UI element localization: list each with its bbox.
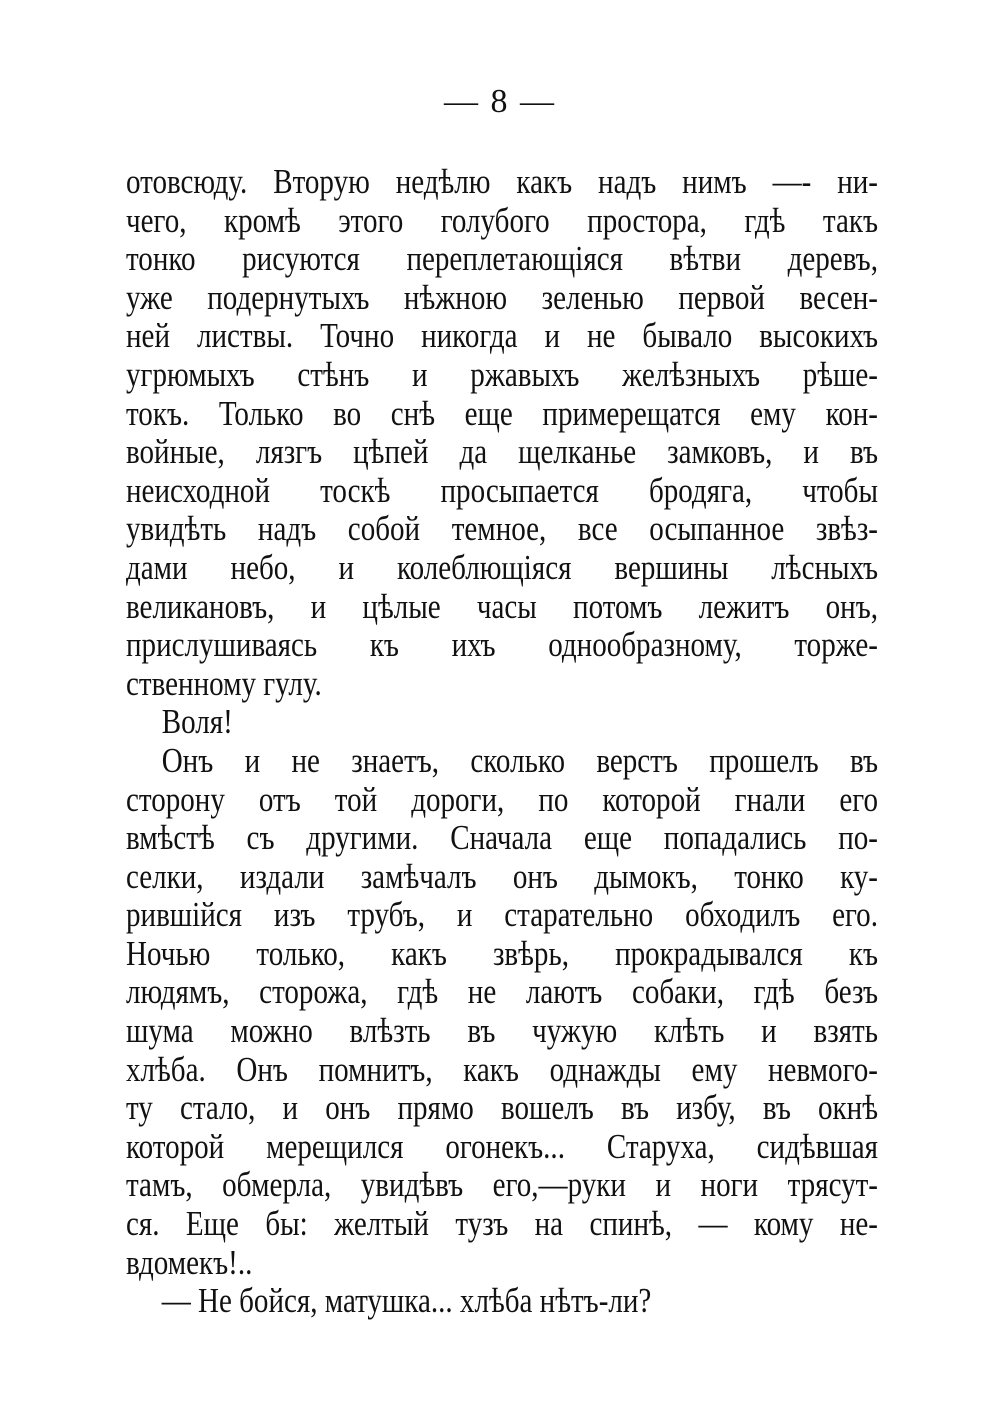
text-line: рившійся изъ трубъ, и старательно обходилъ его. <box>126 895 878 935</box>
text-line: вдомекъ!.. <box>126 1242 253 1282</box>
text-line: — Не бойся, матушка... хлѣба нѣтъ-ли? <box>161 1281 652 1321</box>
text-line: тамъ, обмерла, увидѣвъ его,—руки и ноги трясут- <box>126 1165 878 1205</box>
text-line: людямъ, сторожа, гдѣ не лаютъ собаки, гдѣ безъ <box>126 972 878 1012</box>
text-line: шума можно влѣзть въ чужую клѣть и взять <box>126 1011 878 1051</box>
text-line: войные, лязгъ цѣпей да щелканье замковъ, и въ <box>126 432 878 472</box>
text-line: ней листвы. Точно никогда и не бывало высокихъ <box>126 316 878 356</box>
text-line: отовсюду. Вторую недѣлю какъ надъ нимъ —- ни- <box>126 162 878 201</box>
text-line: дами небо, и колеблющіяся вершины лѣсныхъ <box>126 547 878 587</box>
text-line: Ночью только, какъ звѣрь, прокрадывался къ <box>126 933 878 973</box>
text-line: прислушиваясь къ ихъ однообразному, торже- <box>126 625 878 665</box>
text-line: хлѣба. Онъ помнитъ, какъ однажды ему невмого- <box>126 1049 878 1089</box>
text-line: чего, кромѣ этого голубого простора, гдѣ такъ <box>126 200 878 240</box>
text-line: вмѣстѣ съ другими. Сначала еще попадались по- <box>126 818 878 858</box>
page-number: — 8 — <box>444 83 556 120</box>
text-line: селки, издали замѣчалъ онъ дымокъ, тонко ку- <box>126 856 878 896</box>
text-line: великановъ, и цѣлые часы потомъ лежитъ онъ, <box>126 586 878 626</box>
text-line: неисходной тоскѣ просыпается бродяга, чтобы <box>126 470 878 510</box>
text-line: Воля! <box>161 702 233 742</box>
text-line: уже подернутыхъ нѣжною зеленью первой весен- <box>126 277 878 317</box>
text-line: ся. Еще бы: желтый тузъ на спинѣ, — кому не- <box>126 1204 878 1244</box>
text-line: ту стало, и онъ прямо вошелъ въ избу, въ окнѣ <box>126 1088 878 1128</box>
text-line: угрюмыхъ стѣнъ и ржавыхъ желѣзныхъ рѣше- <box>126 354 878 394</box>
text-line: сторону отъ той дороги, по которой гнали его <box>126 779 878 819</box>
text-line: увидѣть надъ собой темное, все осыпанное звѣз- <box>126 509 878 549</box>
text-line: токъ. Только во снѣ еще примерещатся ему кон- <box>126 393 878 433</box>
text-line: ственному гулу. <box>126 663 322 703</box>
text-line: Онъ и не знаетъ, сколько верстъ прошелъ въ <box>161 740 878 780</box>
text-line: тонко рисуются переплетающіяся вѣтви деревъ, <box>126 239 878 279</box>
body-text <box>126 163 878 1321</box>
text-line: которой мерещился огонекъ... Старуха, сидѣвшая <box>126 1126 878 1166</box>
